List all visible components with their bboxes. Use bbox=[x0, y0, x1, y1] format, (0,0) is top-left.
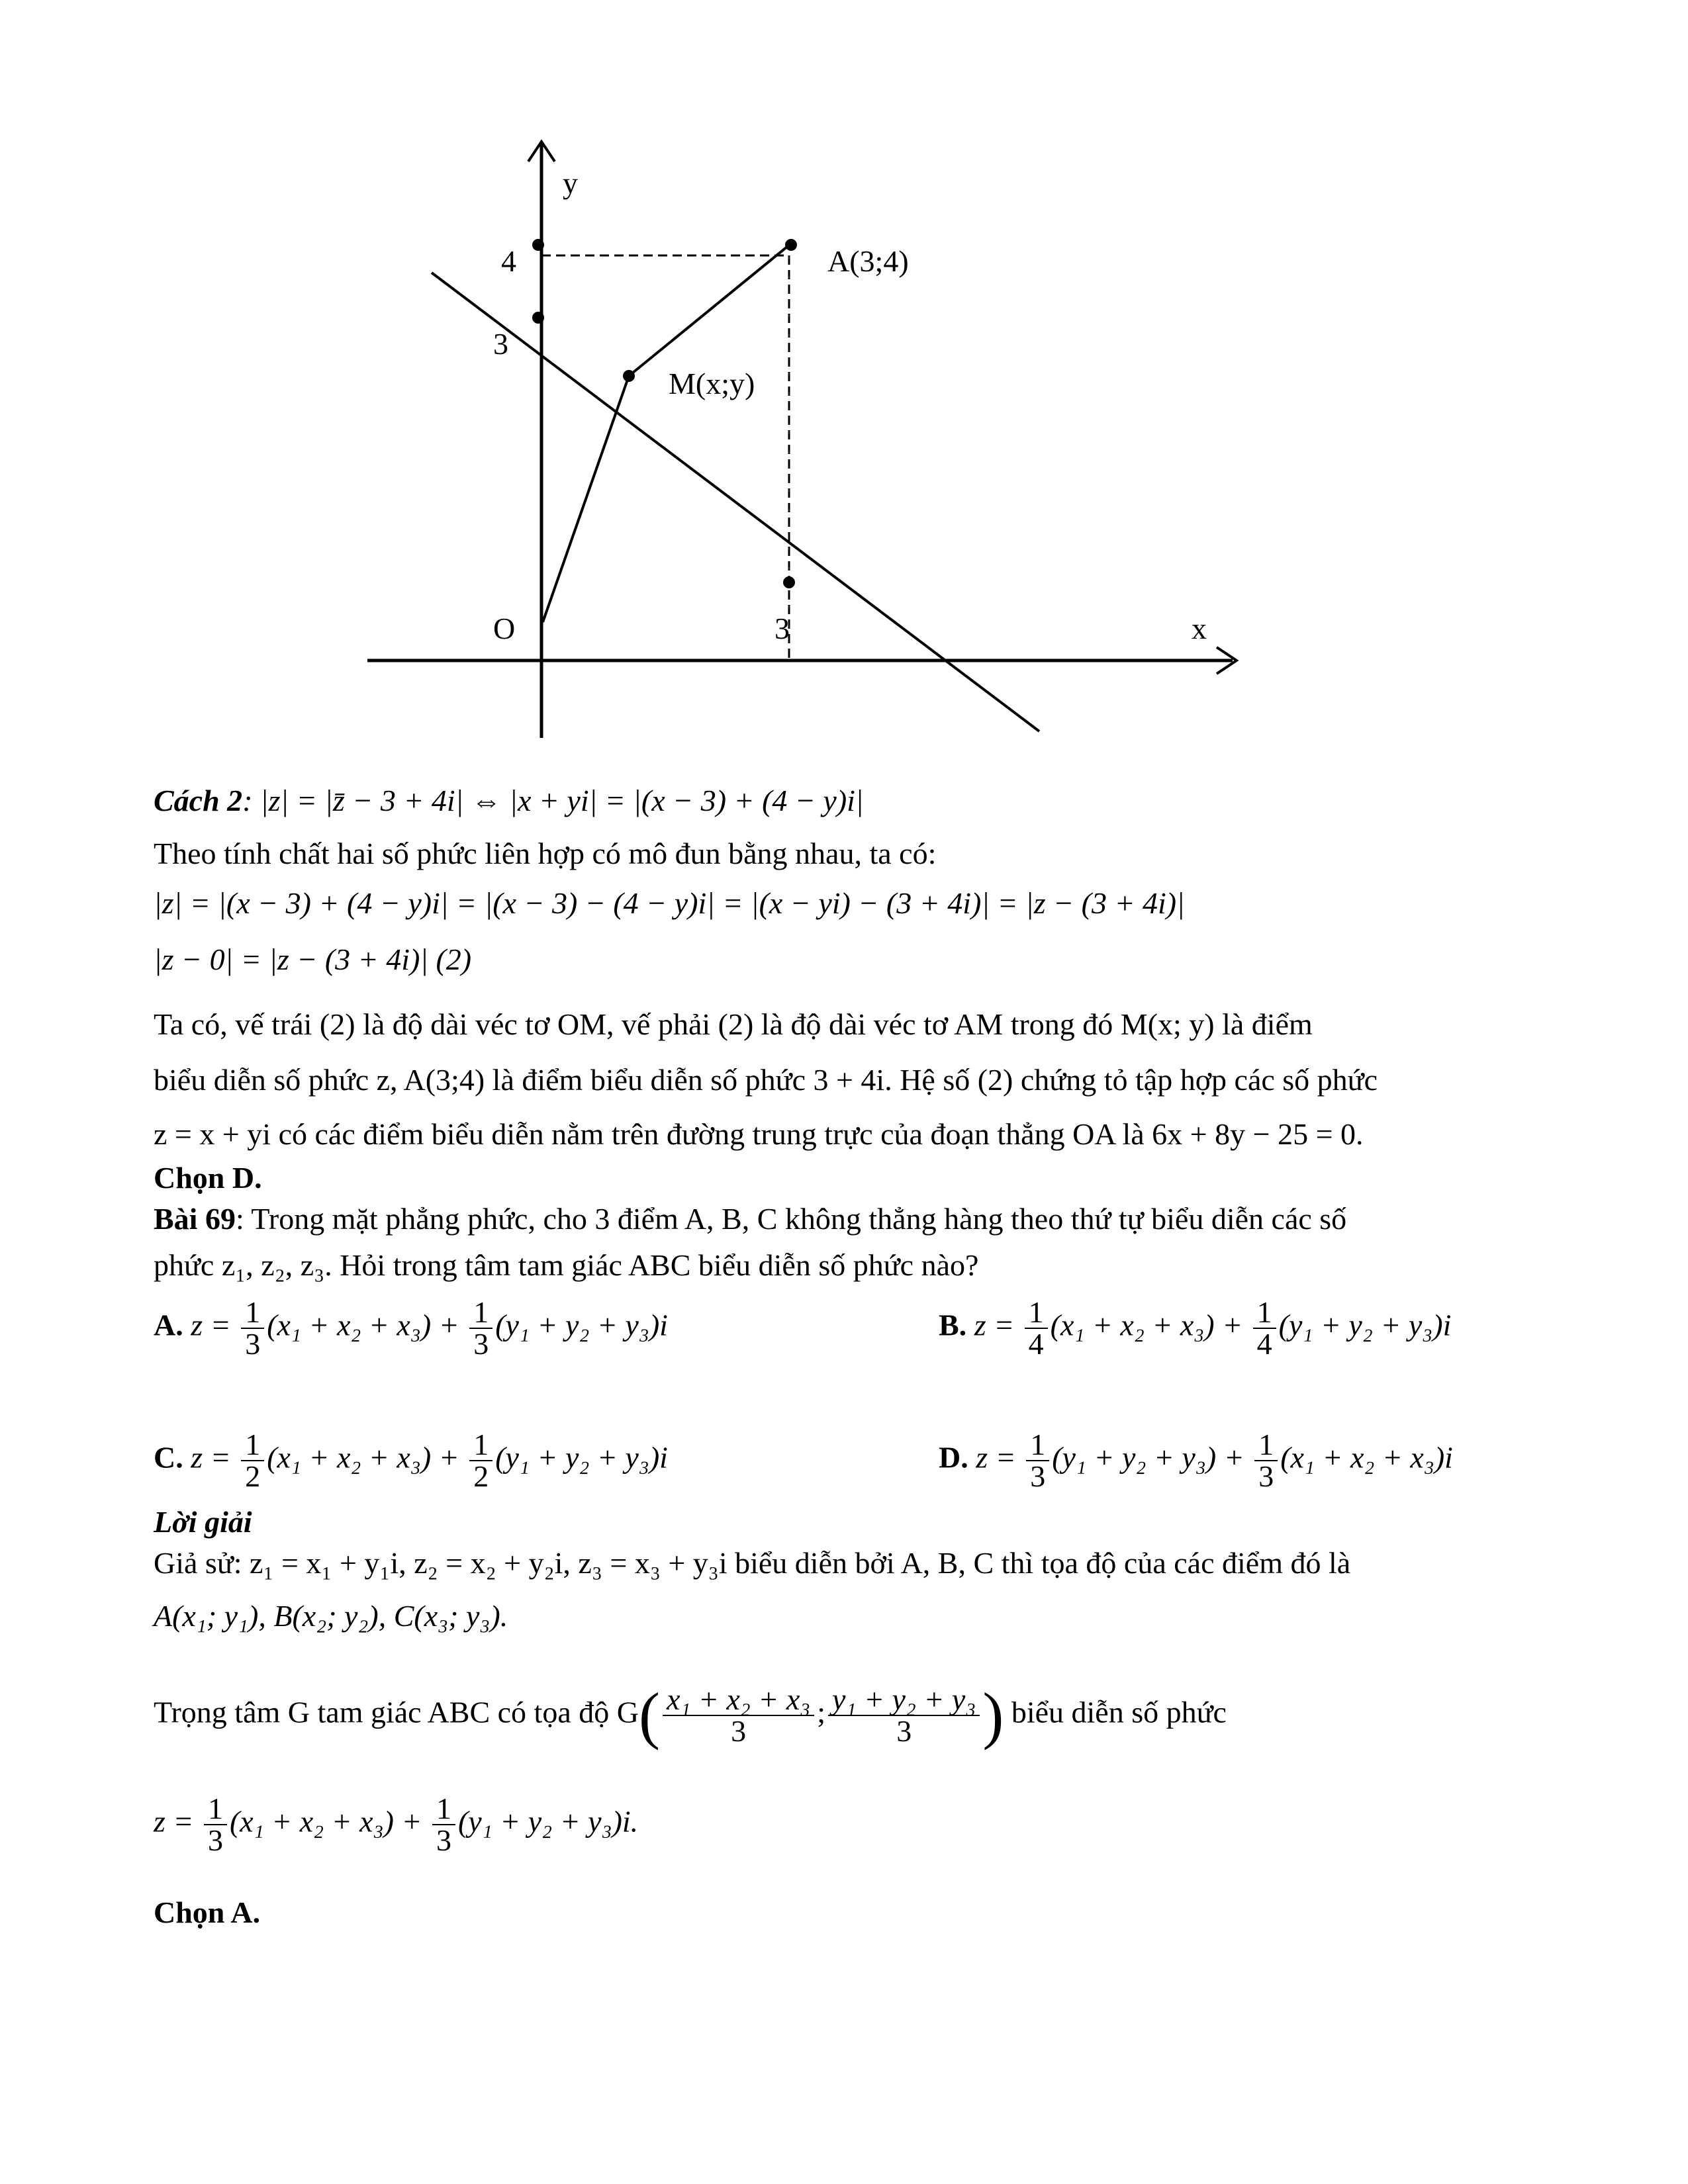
option-C-pre: z = bbox=[191, 1440, 231, 1475]
solution-heading: Lời giải bbox=[154, 1505, 252, 1539]
centroid-y-frac: $\frac{\text{y₁ + y₂ + y₃}}{3}$ bbox=[828, 1684, 980, 1747]
option-C-label: C. bbox=[154, 1440, 183, 1475]
label-x-axis: x bbox=[1192, 612, 1207, 645]
option-C bbox=[154, 1430, 668, 1492]
cach2-formula: : |z| = |z̄ − 3 + 4i| ⇔ |x + yi| = |(x − 3) + (4 − y)i| bbox=[242, 784, 864, 817]
solution-line3: Trọng tâm G tam giác ABC có tọa độ G( $\frac{\text{x₁ + x₂ + x₃}}{3}$ ; $\frac{\text{y₁ + y₂ + y₃}}{3}$ ) biểu diễn số phức bbox=[154, 1680, 1227, 1751]
label-tick-y4: 4 bbox=[501, 244, 516, 278]
label-point-M: M(x;y) bbox=[669, 367, 755, 400]
option-B bbox=[939, 1297, 1451, 1359]
solution-line4-term2: (y₁ + y₂ + y₃)i. bbox=[457, 1804, 639, 1839]
bai69-q1: : Trong mặt phẳng phức, cho 3 điểm A, B, C không thẳng hàng theo thứ tự biểu diễn các số bbox=[235, 1202, 1347, 1236]
solution-line4-term1: (x₁ + x₂ + x₃) + bbox=[229, 1804, 422, 1839]
option-D-pre: z = bbox=[976, 1440, 1016, 1475]
bai69-answer: Chọn A. bbox=[154, 1895, 261, 1929]
cach2-heading bbox=[154, 781, 864, 821]
bai69-label: Bài 69 bbox=[154, 1202, 236, 1236]
option-D-frac1: $\frac{1}{3}$ bbox=[1026, 1430, 1049, 1492]
solution-line4-pre: z = bbox=[154, 1804, 194, 1839]
option-D-frac2: $\frac{1}{3}$ bbox=[1254, 1430, 1278, 1492]
option-A-label: A. bbox=[154, 1308, 183, 1342]
segment-OM bbox=[543, 376, 629, 622]
cach2-eq2: |z − 0| = |z − (3 + 4i)| (2) bbox=[154, 942, 472, 976]
label-tick-y3: 3 bbox=[493, 327, 508, 361]
option-C-term2: (y₁ + y₂ + y₃)i bbox=[495, 1440, 668, 1475]
option-A-term1: (x₁ + x₂ + x₃) + bbox=[267, 1308, 459, 1342]
point-y4 bbox=[532, 239, 544, 251]
solution-line2: A(x₁; y₁), B(x₂; y₂), C(x₃; y₃). bbox=[154, 1599, 508, 1633]
option-D bbox=[939, 1430, 1453, 1492]
option-C-frac2: $\frac{1}{2}$ bbox=[469, 1430, 492, 1492]
option-D-term2: (x₁ + x₂ + x₃)i bbox=[1280, 1440, 1453, 1475]
segment-MA bbox=[629, 244, 791, 376]
option-A-pre: z = bbox=[191, 1308, 231, 1342]
point-y3 bbox=[532, 312, 544, 324]
solution-line4 bbox=[154, 1794, 638, 1856]
cach2-label: Cách 2 bbox=[154, 784, 243, 817]
solution-line1: Giả sử: z₁ = x₁ + y₁i, z₂ = x₂ + y₂i, z₃ = x₃ + y₃i biểu diễn bởi A, B, C thì tọa độ của các điểm đó là bbox=[154, 1546, 1351, 1580]
option-B-pre: z = bbox=[974, 1308, 1015, 1342]
solution-frac2: $\frac{1}{3}$ bbox=[432, 1794, 455, 1856]
solution-frac1: $\frac{1}{3}$ bbox=[204, 1794, 227, 1856]
cach2-para1: Ta có, vế trái (2) là độ dài véc tơ OM, vế phải (2) là độ dài véc tơ AM trong đó M(x; y) là điểm bbox=[154, 1007, 1313, 1041]
bai69-question-line1 bbox=[154, 1199, 1346, 1239]
cach2-answer: Chọn D. bbox=[154, 1161, 262, 1195]
option-B-frac2: $\frac{1}{4}$ bbox=[1253, 1297, 1276, 1359]
option-B-term2: (y₁ + y₂ + y₃)i bbox=[1278, 1308, 1452, 1342]
option-B-label: B. bbox=[939, 1308, 967, 1342]
bai69-question-line2: phức z₁, z₂, z₃. Hỏi trong tâm tam giác ABC biểu diễn số phức nào? bbox=[154, 1248, 979, 1282]
option-D-term1: (y₁ + y₂ + y₃) + bbox=[1052, 1440, 1244, 1475]
cach2-para2: biểu diễn số phức z, A(3;4) là điểm biểu diễn số phức 3 + 4i. Hệ số (2) chứng tỏ tập hợp các số phức bbox=[154, 1063, 1378, 1097]
point-x3 bbox=[783, 576, 795, 588]
label-point-A: A(3;4) bbox=[827, 244, 909, 278]
option-A bbox=[154, 1297, 668, 1359]
label-tick-x3: 3 bbox=[774, 612, 790, 645]
label-origin: O bbox=[493, 612, 516, 645]
coordinate-figure bbox=[0, 0, 1688, 768]
option-B-term1: (x₁ + x₂ + x₃) + bbox=[1050, 1308, 1243, 1342]
point-A bbox=[785, 239, 797, 251]
centroid-x-frac: $\frac{\text{x₁ + x₂ + x₃}}{3}$ bbox=[663, 1684, 814, 1747]
cach2-eq1: |z| = |(x − 3) + (4 − y)i| = |(x − 3) − (4 − y)i| = |(x − yi) − (3 + 4i)| = |z − (3 + 4i)| bbox=[154, 886, 1185, 920]
cach2-para3: z = x + yi có các điểm biểu diễn nằm trên đường trung trực của đoạn thẳng OA là 6x + 8y − 25 = 0. bbox=[154, 1117, 1364, 1151]
point-M bbox=[623, 370, 635, 382]
label-y-axis: y bbox=[563, 166, 578, 200]
option-A-frac2: $\frac{1}{3}$ bbox=[469, 1297, 492, 1359]
option-B-frac1: $\frac{1}{4}$ bbox=[1025, 1297, 1048, 1359]
option-A-term2: (y₁ + y₂ + y₃)i bbox=[495, 1308, 668, 1342]
option-A-frac1: $\frac{1}{3}$ bbox=[241, 1297, 264, 1359]
option-D-label: D. bbox=[939, 1440, 968, 1475]
option-C-frac1: $\frac{1}{2}$ bbox=[241, 1430, 264, 1492]
cach2-text1: Theo tính chất hai số phức liên hợp có mô đun bằng nhau, ta có: bbox=[154, 837, 937, 870]
option-C-term1: (x₁ + x₂ + x₃) + bbox=[267, 1440, 459, 1475]
solution-line3-pre: Trọng tâm G tam giác ABC có tọa độ G bbox=[154, 1695, 639, 1729]
bisector-line bbox=[432, 273, 1039, 731]
solution-line3-post: biểu diễn số phức bbox=[1011, 1695, 1227, 1729]
